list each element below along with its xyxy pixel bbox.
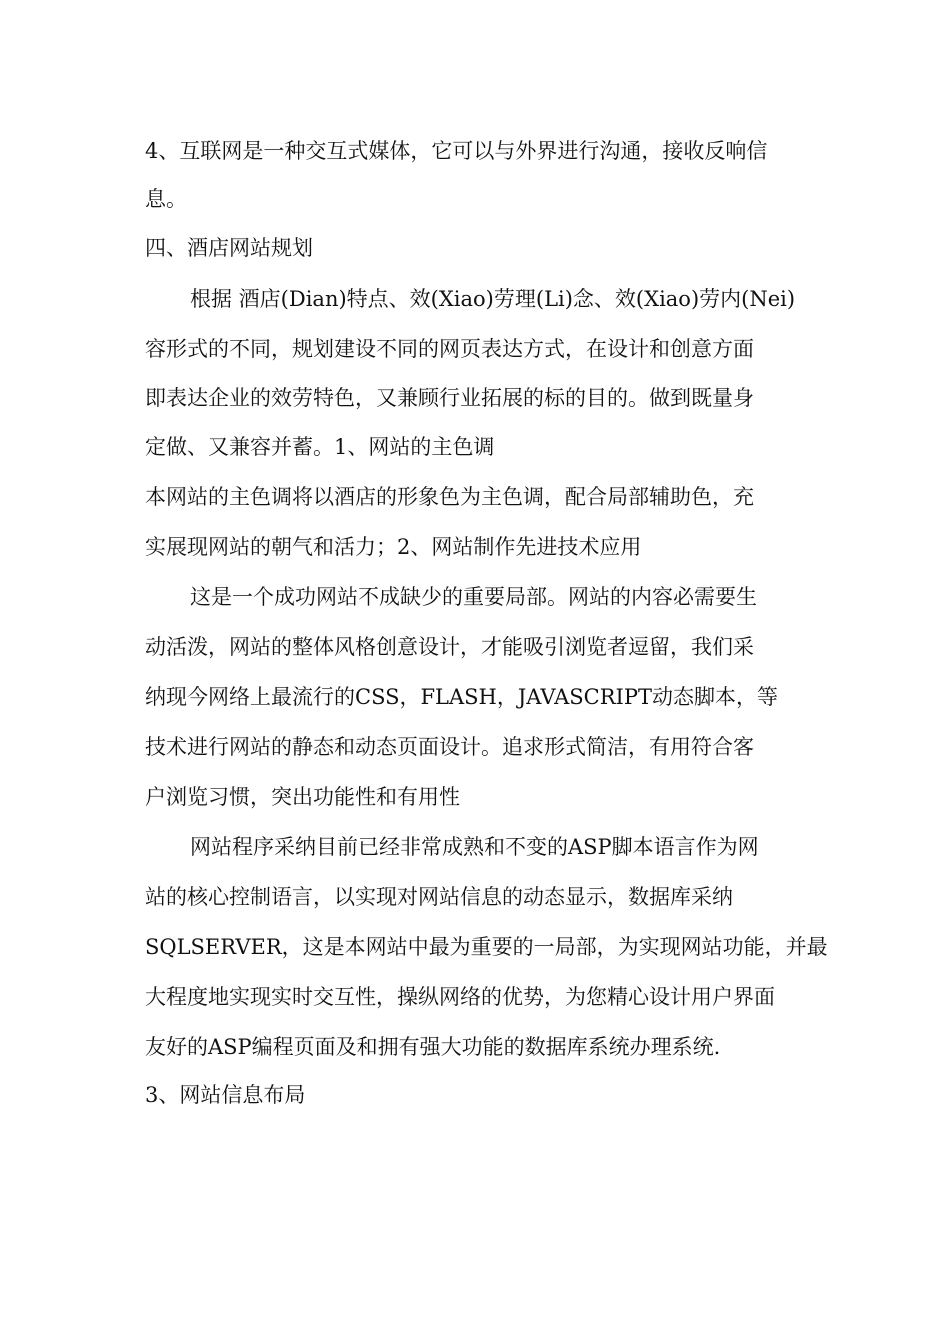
text-line: 定做、又兼容并蓄。1、网站的主色调 — [145, 435, 495, 459]
text-line: 息。 — [145, 187, 187, 211]
text-line: 动活泼，网站的整体风格创意设计，才能吸引浏览者逗留，我们采 — [145, 635, 754, 659]
text-line: 网站程序采纳目前已经非常成熟和不变的ASP脚本语言作为网 — [190, 835, 759, 859]
text-line: SQLSERVER，这是本网站中最为重要的一局部，为实现网站功能，并最 — [145, 935, 828, 959]
section-heading: 四、酒店网站规划 — [145, 236, 313, 260]
text-line: 纳现今网络上最流行的CSS，FLASH，JAVASCRIPT动态脚本，等 — [145, 685, 778, 709]
text-line: 友好的ASP编程页面及和拥有强大功能的数据库系统办理系统. — [145, 1035, 721, 1059]
section-heading: 3、网站信息布局 — [145, 1083, 306, 1107]
text-line: 即表达企业的效劳特色，又兼顾行业拓展的标的目的。做到既量身 — [145, 386, 754, 410]
text-line: 容形式的不同，规划建设不同的网页表达方式，在设计和创意方面 — [145, 337, 754, 361]
text-line: 技术进行网站的静态和动态页面设计。追求形式简洁，有用符合客 — [145, 735, 754, 759]
text-line: 实展现网站的朝气和活力；2、网站制作先进技术应用 — [145, 535, 642, 559]
text-line: 大程度地实现实时交互性，操纵网络的优势，为您精心设计用户界面 — [145, 985, 775, 1009]
text-line: 4、互联网是一种交互式媒体，它可以与外界进行沟通，接收反响信 — [145, 139, 768, 163]
text-line: 站的核心控制语言，以实现对网站信息的动态显示，数据库采纳 — [145, 885, 733, 909]
text-line: 这是一个成功网站不成缺少的重要局部。网站的内容必需要生 — [190, 585, 757, 609]
text-line: 根据 酒店(Dian)特点、效(Xiao)劳理(Li)念、效(Xiao)劳内(Nei) — [190, 287, 796, 311]
text-line: 户浏览习惯，突出功能性和有用性 — [145, 785, 460, 809]
text-line: 本网站的主色调将以酒店的形象色为主色调，配合局部辅助色，充 — [145, 485, 754, 509]
